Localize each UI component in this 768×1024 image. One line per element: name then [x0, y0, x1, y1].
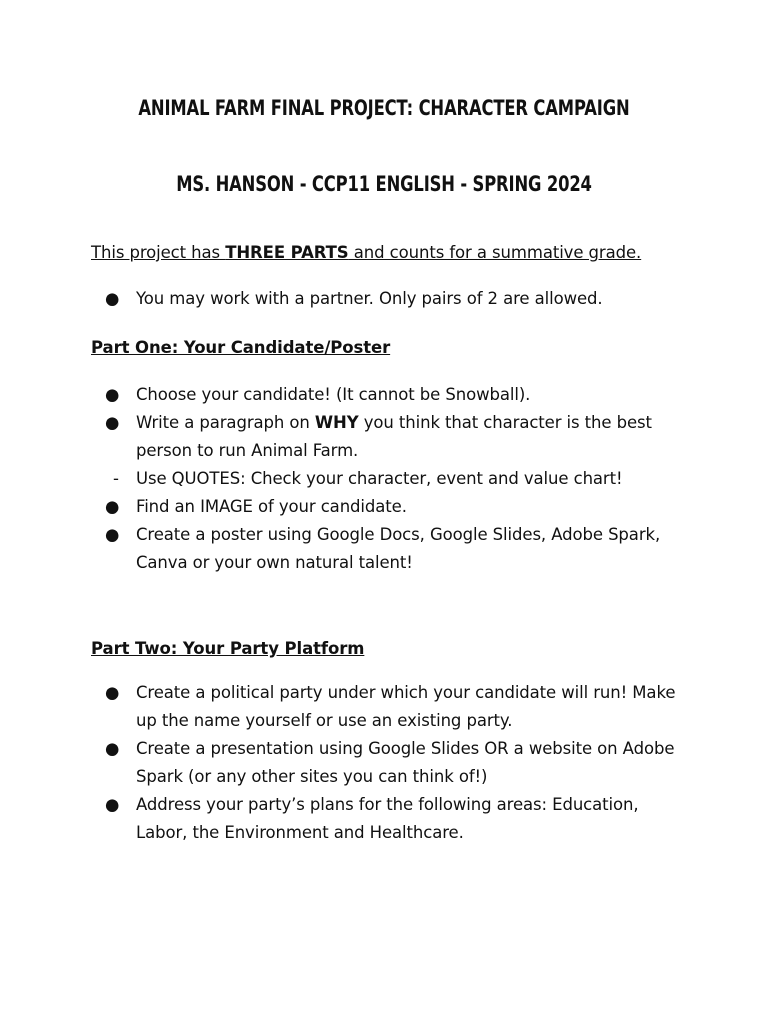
list-item [91, 381, 691, 409]
list-item-text-end: you think that character is the best person to run Animal Farm. [136, 413, 652, 460]
part-two-list [91, 679, 691, 847]
list-item-text: Address your party’s plans for the following areas: Education, Labor, the Environment and Healthcare. [136, 795, 639, 842]
part-two-heading: Part Two: Your Party Platform [91, 639, 365, 658]
part-one-list [91, 381, 691, 577]
bullet-icon: ● [105, 385, 120, 404]
document-subtitle: MS. HANSON - CCP11 ENGLISH - SPRING 2024 [176, 172, 592, 196]
bullet-icon: ● [105, 795, 120, 814]
bullet-icon: ● [105, 413, 120, 432]
intro-bold-text: THREE PARTS [225, 243, 349, 262]
list-item [91, 735, 691, 791]
intro-list [91, 285, 691, 313]
document-title: ANIMAL FARM FINAL PROJECT: CHARACTER CAMPAIGN [138, 96, 630, 120]
list-item [91, 285, 691, 313]
bullet-icon: ● [105, 739, 120, 758]
intro-text-end: and counts for a summative grade. [348, 243, 642, 262]
list-item [91, 409, 691, 465]
list-item [91, 465, 691, 493]
bullet-icon: ● [105, 497, 120, 516]
list-item-text: Use QUOTES: Check your character, event and value chart! [136, 469, 623, 488]
bullet-icon: ● [105, 683, 120, 702]
dash-icon: - [113, 469, 119, 488]
list-item-text: Choose your candidate! (It cannot be Snowball). [136, 385, 531, 404]
bullet-icon: ● [105, 289, 120, 308]
list-item-text: Write a paragraph on [136, 413, 315, 432]
list-item [91, 791, 691, 847]
list-item-text: Create a poster using Google Docs, Google Slides, Adobe Spark, Canva or your own natural talent! [136, 525, 661, 572]
list-item [91, 679, 691, 735]
intro-text-start: This project has [91, 243, 226, 262]
list-item [91, 521, 691, 577]
list-item [91, 493, 691, 521]
list-item-text: Create a presentation using Google Slides OR a website on Adobe Spark (or any other sites you can think of!) [136, 739, 675, 786]
list-item-bold-text: WHY [314, 413, 359, 432]
part-one-heading: Part One: Your Candidate/Poster [91, 338, 391, 357]
intro-paragraph [91, 239, 641, 267]
list-item-text: You may work with a partner. Only pairs of 2 are allowed. [136, 289, 603, 308]
list-item-text: Create a political party under which your candidate will run! Make up the name yourself or use an existing party. [136, 683, 676, 730]
list-item-text: Find an IMAGE of your candidate. [136, 497, 407, 516]
bullet-icon: ● [105, 525, 120, 544]
